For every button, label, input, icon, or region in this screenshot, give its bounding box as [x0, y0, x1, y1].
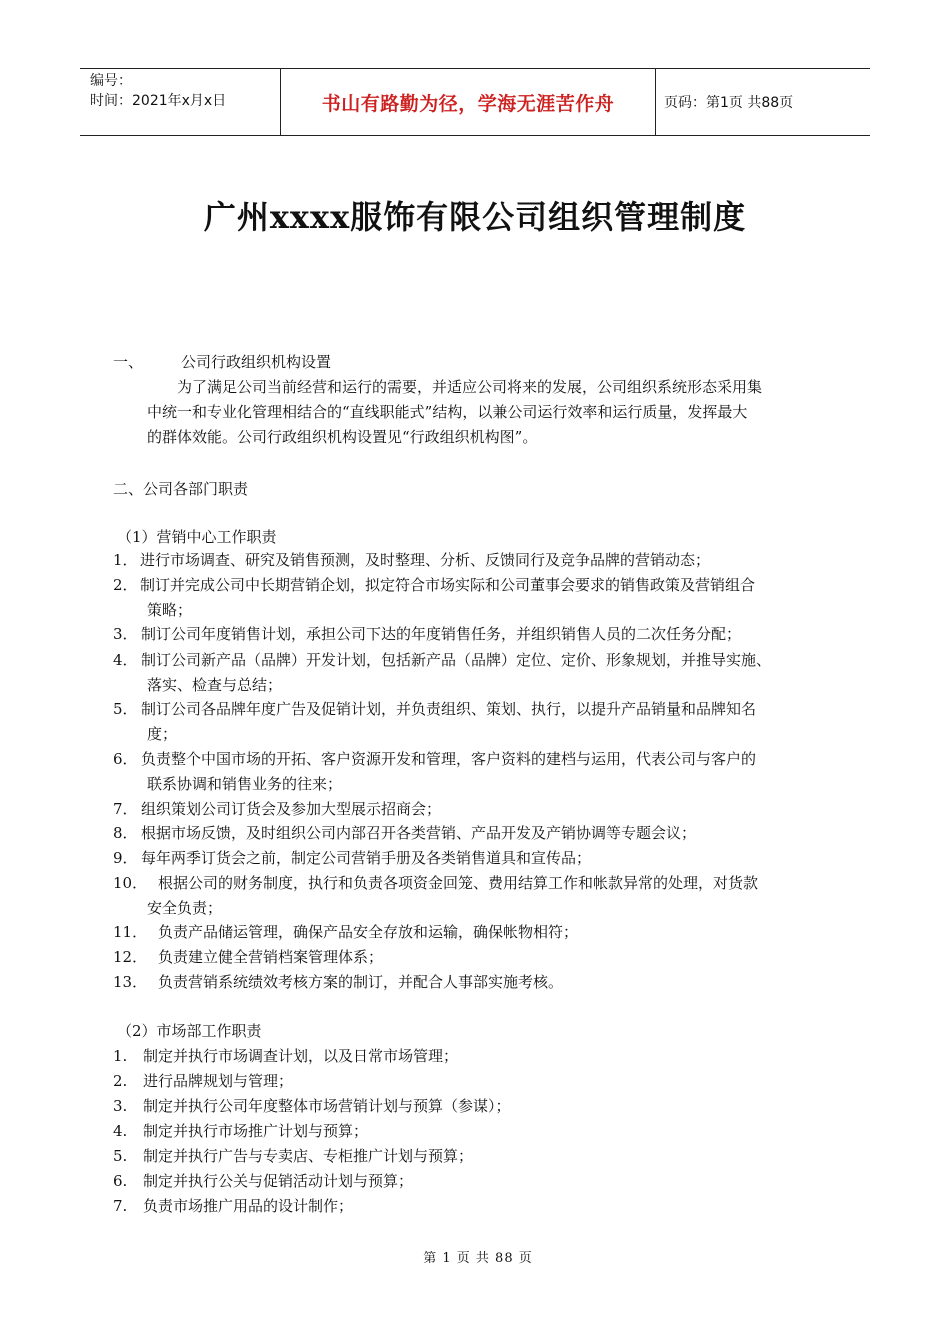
- section1-line: 的群体效能。公司行政组织机构设置见“行政组织机构图”。: [147, 428, 538, 446]
- item-text: 负责建立健全营销档案管理体系；: [158, 948, 384, 966]
- item-text: 根据市场反馈，及时组织公司内部召开各类营销、产品开发及产销协调等专题会议；: [141, 824, 697, 842]
- item-text: 制定并执行广告与专卖店、专柜推广计划与预算；: [143, 1147, 474, 1165]
- list-item: [113, 1094, 511, 1118]
- list-item: [113, 945, 383, 969]
- item-text: 每年两季订货会之前，制定公司营销手册及各类销售道具和宣传品；: [141, 849, 592, 867]
- list-item: [113, 648, 771, 672]
- item-text: 制定并执行公司年度整体市场营销计划与预算（参谋）；: [143, 1097, 511, 1115]
- list-item: [113, 1069, 293, 1093]
- list-item: [113, 548, 710, 572]
- list-item: [113, 970, 563, 994]
- list-item: [113, 821, 696, 845]
- item-text: 制订并完成公司中长期营销企划，拟定符合市场实际和公司董事会要求的销售政策及营销组合: [140, 576, 756, 594]
- list-item: [113, 920, 578, 944]
- header-meta-cell: [80, 69, 281, 135]
- item-number: 4．: [113, 651, 138, 669]
- item-text: 制定并执行公关与促销活动计划与预算；: [143, 1172, 414, 1190]
- list-item: [113, 747, 756, 771]
- item-number: 13．: [113, 973, 148, 991]
- item-number: 11．: [113, 923, 148, 941]
- item-text: 组织策划公司订货会及参加大型展示招商会；: [141, 800, 442, 818]
- code-label: 编号：: [90, 73, 132, 89]
- item-number: 10．: [113, 874, 148, 892]
- item-number: 5.: [113, 1147, 128, 1165]
- list-item: [113, 697, 756, 721]
- list-item: [113, 622, 741, 646]
- section1-line: 中统一和专业化管理相结合的“直线职能式”结构，以兼公司运行效率和运行质量，发挥最大: [147, 403, 748, 421]
- subsection-heading: （1）营销中心工作职责: [117, 528, 277, 546]
- list-item: [113, 1194, 353, 1218]
- item-number: 7.: [113, 1197, 128, 1215]
- list-item: [113, 573, 755, 597]
- item-continuation: 度；: [147, 725, 178, 743]
- motto: 书山有路勤为径，学海无涯苦作舟: [281, 69, 656, 135]
- item-number: 8．: [113, 824, 138, 842]
- item-text: 负责市场推广用品的设计制作；: [143, 1197, 354, 1215]
- item-number: 9．: [113, 849, 138, 867]
- item-number: 3.: [113, 1097, 128, 1115]
- item-text: 制定并执行市场调查计划，以及日常市场管理；: [143, 1047, 459, 1065]
- item-number: 3．: [113, 625, 138, 643]
- list-item: [113, 1144, 473, 1168]
- section1-number: 一、: [113, 353, 144, 371]
- item-number: 2.: [113, 1072, 128, 1090]
- item-text: 进行品牌规划与管理；: [143, 1072, 294, 1090]
- document-title: 广州xxxx服饰有限公司组织管理制度: [203, 198, 747, 236]
- item-continuation: 落实、检查与总结；: [147, 676, 283, 694]
- item-text: 制定并执行市场推广计划与预算；: [143, 1122, 369, 1140]
- page-footer: 第 1 页 共 88 页: [423, 1251, 533, 1266]
- item-continuation: 联系协调和销售业务的往来；: [147, 775, 343, 793]
- item-continuation: 策略；: [147, 601, 193, 619]
- list-item: [113, 1119, 368, 1143]
- subsection-heading: （2）市场部工作职责: [117, 1022, 262, 1040]
- item-number: 12．: [113, 948, 148, 966]
- item-number: 4.: [113, 1122, 128, 1140]
- section1-heading: 公司行政组织机构设置: [181, 353, 332, 371]
- item-continuation: 安全负责；: [147, 899, 223, 917]
- item-text: 制订公司年度销售计划，承担公司下达的年度销售任务，并组织销售人员的二次任务分配；: [141, 625, 742, 643]
- item-number: 1.: [113, 1047, 128, 1065]
- header-table: [80, 68, 870, 136]
- item-text: 进行市场调查、研究及销售预测，及时整理、分析、反馈同行及竞争品牌的营销动态；: [140, 551, 711, 569]
- list-item: [113, 1169, 413, 1193]
- item-text: 负责整个中国市场的开拓、客户资源开发和管理，客户资料的建档与运用，代表公司与客户的: [141, 750, 757, 768]
- item-number: 1．: [113, 551, 138, 569]
- page-info: 页码：第1页 共88页: [664, 95, 794, 111]
- item-number: 7．: [113, 800, 138, 818]
- list-item: [113, 871, 758, 895]
- time-label: 时间：2021年x月x日: [90, 93, 227, 109]
- item-number: 5．: [113, 700, 138, 718]
- item-text: 负责产品储运管理，确保产品安全存放和运输，确保帐物相符；: [158, 923, 579, 941]
- list-item: [113, 797, 441, 821]
- item-text: 制订公司各品牌年度广告及促销计划，并负责组织、策划、执行，以提升产品销量和品牌知名: [141, 700, 757, 718]
- item-text: 根据公司的财务制度，执行和负责各项资金回笼、费用结算工作和帐款异常的处理，对货款: [158, 874, 759, 892]
- section2-heading: 二、公司各部门职责: [113, 480, 249, 498]
- item-text: 负责营销系统绩效考核方案的制订，并配合人事部实施考核。: [158, 973, 564, 991]
- list-item: [113, 846, 591, 870]
- list-item: [113, 1044, 458, 1068]
- section1-line: 为了满足公司当前经营和运行的需要，并适应公司将来的发展，公司组织系统形态采用集: [177, 378, 763, 396]
- item-number: 6．: [113, 750, 138, 768]
- item-text: 制订公司新产品（品牌）开发计划，包括新产品（品牌）定位、定价、形象规划，并推导实施、: [141, 651, 772, 669]
- item-number: 2．: [113, 576, 138, 594]
- item-number: 6.: [113, 1172, 128, 1190]
